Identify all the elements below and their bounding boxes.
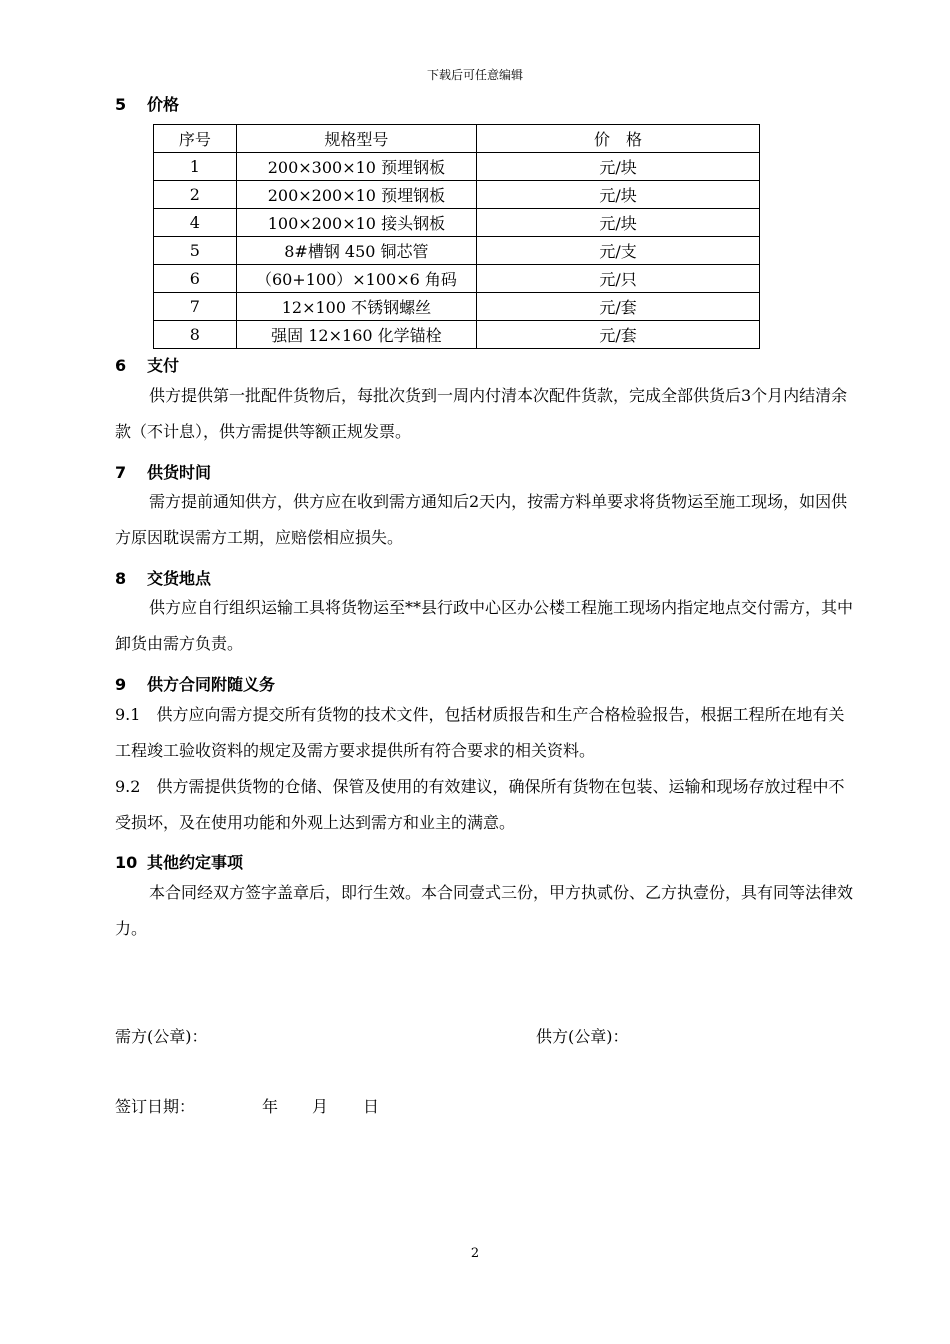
table-row (154, 321, 760, 349)
section-6-paragraph: 供方提供第一批配件货物后，每批次货到一周内付清本次配件货款，完成全部供货后3个月内结清余款（不计息），供方需提供等额正规发票。 (115, 386, 848, 441)
section-5-heading (115, 92, 179, 115)
section-number: 9 (115, 675, 127, 694)
section-8-paragraph: 供方应自行组织运输工具将货物运至**县行政中心区办公楼工程施工现场内指定地点交付需方，其中卸货由需方负责。 (115, 598, 854, 653)
table-cell: 200×300×10 预埋钢板 (236, 153, 476, 181)
table-cell: 6 (154, 265, 237, 293)
section-number: 7 (115, 463, 127, 482)
section-number: 8 (115, 569, 127, 588)
table-cell: 5 (154, 237, 237, 265)
table-cell: 100×200×10 接头钢板 (236, 209, 476, 237)
section-6-heading (115, 353, 179, 376)
section-10-heading (115, 850, 243, 873)
table-cell: 元/支 (477, 237, 760, 265)
table-cell: 200×200×10 预埋钢板 (236, 181, 476, 209)
table-cell: 元/块 (477, 153, 760, 181)
table-cell: （60+100）×100×6 角码 (236, 265, 476, 293)
section-number: 5 (115, 95, 127, 114)
sign-date-month: 月 (312, 1097, 329, 1116)
seller-seal-label: 供方(公章)： (536, 1027, 629, 1046)
section-9-2-paragraph: 9.2 供方需提供货物的仓储、保管及使用的有效建议，确保所有货物在包装、运输和现场存放过程中不受损坏，及在使用功能和外观上达到需方和业主的满意。 (115, 777, 845, 832)
section-10-paragraph: 本合同经双方签字盖章后，即行生效。本合同壹式三份，甲方执贰份、乙方执壹份，具有同等法律效力。 (115, 883, 854, 938)
header-cell-spec: 规格型号 (236, 125, 476, 153)
sign-date-year: 年 (262, 1097, 279, 1116)
table-row (154, 181, 760, 209)
sign-date-day: 日 (363, 1097, 380, 1116)
table-cell: 元/套 (477, 321, 760, 349)
section-7-paragraph: 需方提前通知供方，供方应在收到需方通知后2天内，按需方料单要求将货物运至施工现场，如因供方原因耽误需方工期，应赔偿相应损失。 (115, 492, 848, 547)
section-title: 交货地点 (147, 569, 212, 588)
table-cell: 强固 12×160 化学锚栓 (236, 321, 476, 349)
header-cell-index: 序号 (154, 125, 237, 153)
table-header-row (154, 125, 760, 153)
section-8-heading (115, 566, 211, 589)
price-table (153, 124, 760, 349)
section-9-1-paragraph: 9.1 供方应向需方提交所有货物的技术文件，包括材质报告和生产合格检验报告，根据工程所在地有关工程竣工验收资料的规定及需方要求提供所有符合要求的相关资料。 (115, 705, 845, 760)
buyer-seal-label: 需方(公章)： (115, 1027, 208, 1046)
table-row (154, 237, 760, 265)
section-title: 其他约定事项 (147, 853, 244, 872)
section-9-heading (115, 672, 275, 695)
table-row (154, 293, 760, 321)
table-cell: 8 (154, 321, 237, 349)
section-title: 供货时间 (147, 463, 212, 482)
page-header: 下载后可任意编辑 (426, 68, 523, 82)
section-number: 6 (115, 356, 127, 375)
table-cell: 元/块 (477, 181, 760, 209)
table-cell: 1 (154, 153, 237, 181)
header-cell-price: 价 格 (477, 125, 760, 153)
table-cell: 元/块 (477, 209, 760, 237)
table-cell: 7 (154, 293, 237, 321)
section-title: 价格 (147, 95, 180, 114)
section-title: 供方合同附随义务 (147, 675, 276, 694)
table-cell: 2 (154, 181, 237, 209)
table-cell: 12×100 不锈钢螺丝 (236, 293, 476, 321)
table-row (154, 209, 760, 237)
section-number: 10 (115, 853, 138, 872)
table-cell: 8#槽钢 450 铜芯管 (236, 237, 476, 265)
table-row (154, 265, 760, 293)
table-row (154, 153, 760, 181)
table-cell: 元/只 (477, 265, 760, 293)
section-7-heading (115, 460, 211, 483)
section-title: 支付 (147, 356, 180, 375)
table-cell: 4 (154, 209, 237, 237)
table-cell: 元/套 (477, 293, 760, 321)
page-number: 2 (470, 1246, 480, 1261)
sign-date-label: 签订日期： (115, 1097, 196, 1116)
